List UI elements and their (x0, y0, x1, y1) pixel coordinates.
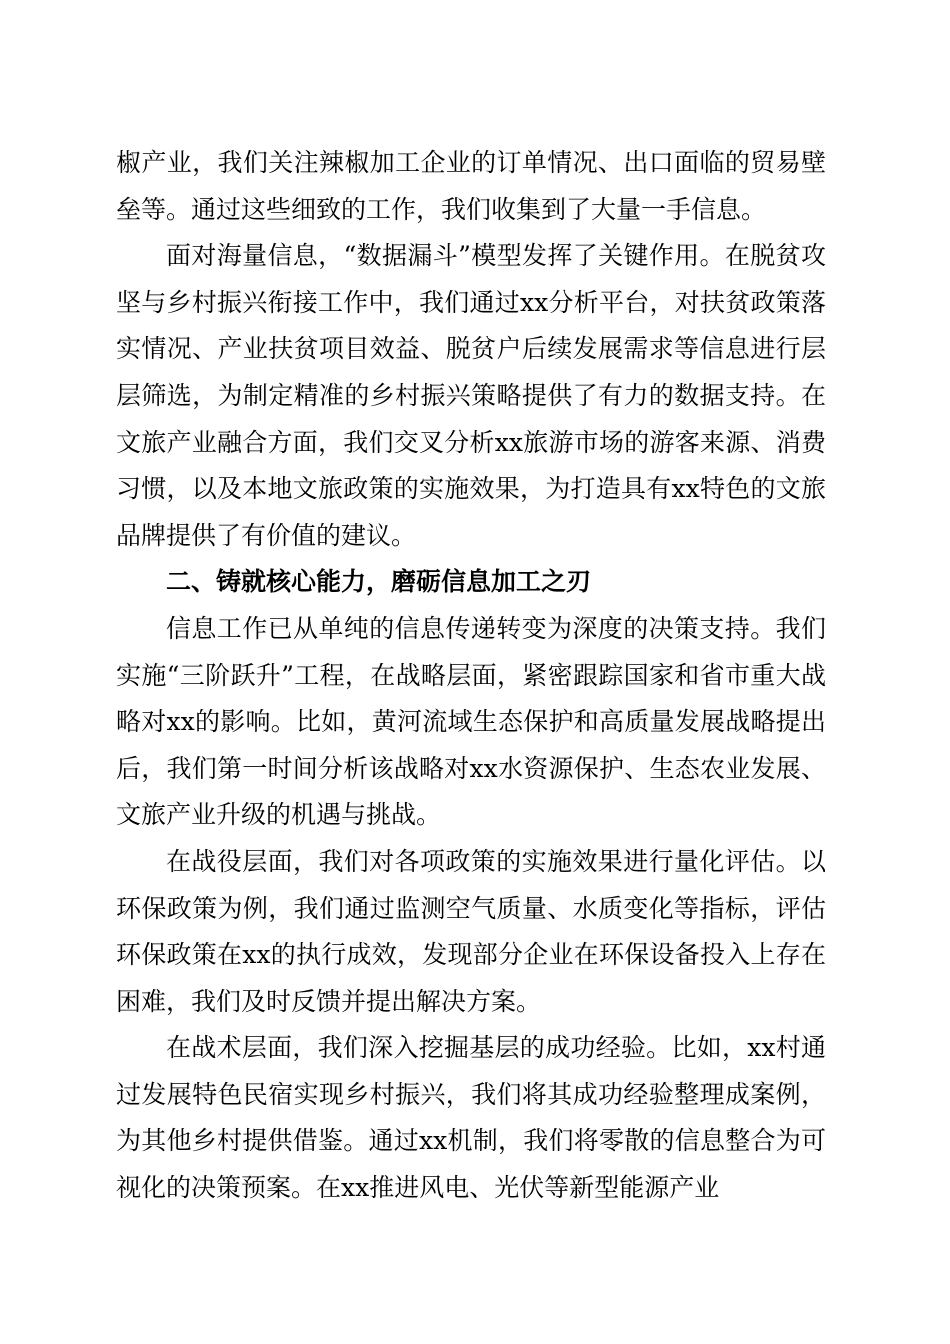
paragraph-data-funnel: 面对海量信息，“数据漏斗”模型发挥了关键作用。在脱贫攻坚与乡村振兴衔接工作中，我们通过xx分析平台，对扶贫政策落实情况、产业扶贫项目效益、脱贫户后续发展需求等信息进行层层筛选，为制定精准的乡村振兴策略提供了有力的数据支持。在文旅产业融合方面，我们交叉分析xx旅游市场的游客来源、消费习惯，以及本地文旅政策的实施效果，为打造具有xx特色的文旅品牌提供了有价值的建议。 (116, 241, 826, 550)
paragraph-tactical-level: 在战术层面，我们深入挖掘基层的成功经验。比如，xx村通过发展特色民宿实现乡村振兴，我们将其成功经验整理成案例，为其他乡村提供借鉴。通过xx机制，我们将零散的信息整合为可视化的决策预案。在xx推进风电、光伏等新型能源产业 (116, 1033, 826, 1203)
paragraph-strategy-level: 信息工作已从单纯的信息传递转变为深度的决策支持。我们实施“三阶跃升”工程，在战略层面，紧密跟踪国家和省市重大战略对xx的影响。比如，黄河流域生态保护和高质量发展战略提出后，我们第一时间分析该战略对xx水资源保护、生态农业发展、文旅产业升级的机遇与挑战。 (116, 613, 826, 830)
document-body (116, 140, 826, 1212)
paragraph-campaign-level: 在战役层面，我们对各项政策的实施效果进行量化评估。以环保政策为例，我们通过监测空气质量、水质变化等指标，评估环保政策在xx的执行成效，发现部分企业在环保设备投入上存在困难，我们及时反馈并提出解决方案。 (116, 846, 826, 1016)
section-heading-2: 二、铸就核心能力，磨砺信息加工之刃 (166, 567, 592, 597)
paragraph-continuation: 椒产业，我们关注辣椒加工企业的订单情况、出口面临的贸易壁垒等。通过这些细致的工作，我们收集到了大量一手信息。 (116, 148, 826, 224)
